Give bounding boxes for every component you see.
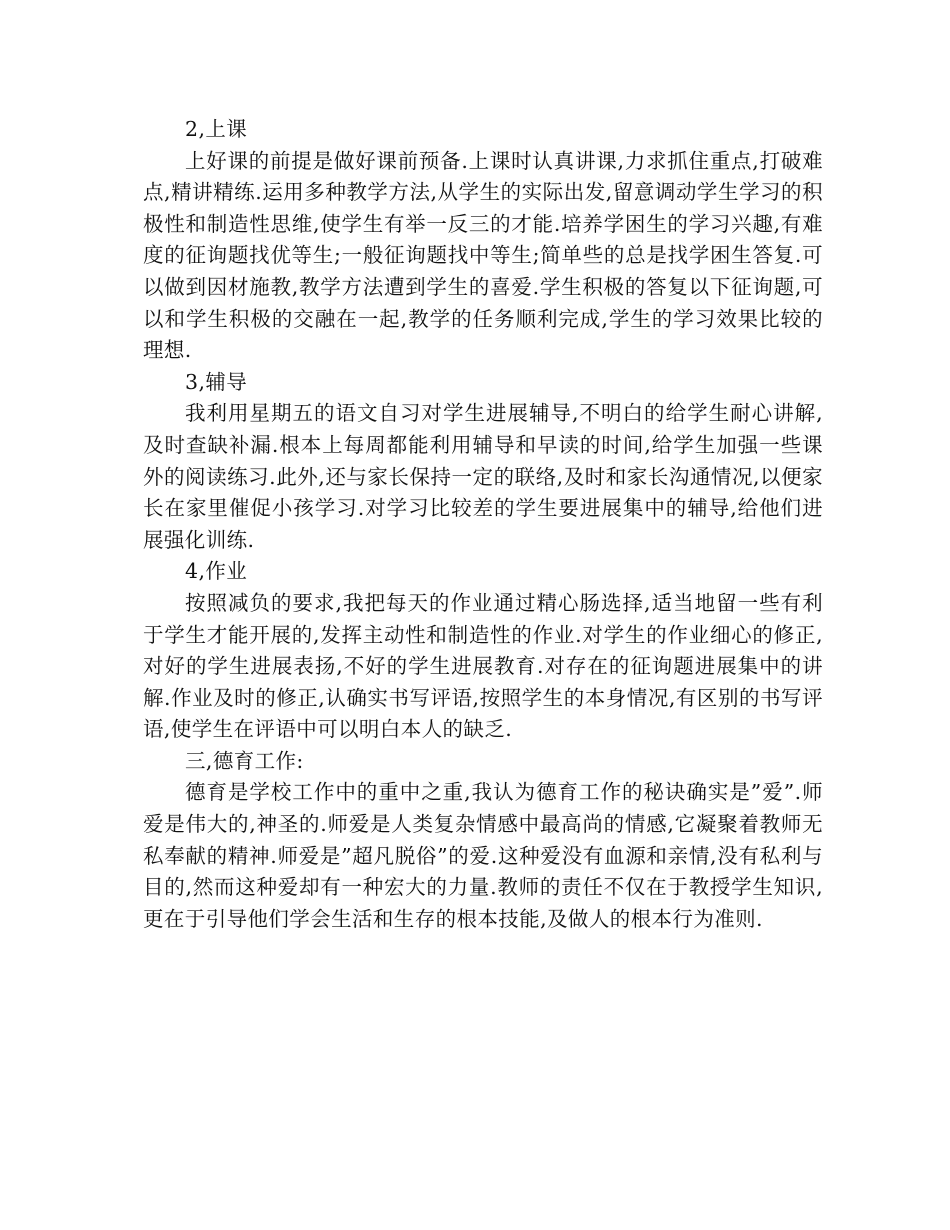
section-body-moral-education: 德育是学校工作中的重中之重,我认为德育工作的秘诀确实是”爱”.师爱是伟大的,神圣的.师爱是人类复杂情感中最高尚的情感,它凝聚着教师无私奉献的精神.师爱是”超凡脱俗”的爱.这种爱没有血源和亲情,没有私利与目的,然而这种爱却有一种宏大的力量.教师的责任不仅在于教授学生知识,更在于引导他们学会生活和生存的根本技能,及做人的根本行为准则.	[143, 780, 823, 931]
section-heading-moral-education: 三,德育工作:	[185, 748, 304, 773]
section-heading-teaching: 2,上课	[185, 117, 248, 141]
section-heading-tutoring: 3,辅导	[185, 369, 248, 394]
section-body-teaching: 上好课的前提是做好课前预备.上课时认真讲课,力求抓住重点,打破难点,精讲精练.运用多种教学方法,从学生的实际出发,留意调动学生学习的积极性和制造性思维,使学生有举一反三的才能.培养学困生的学习兴趣,有难度的征询题找优等生;一般征询题找中等生;简单些的总是找学困生答复.可以做到因材施教,教学方法遭到学生的喜爱.学生积极的答复以下征询题,可以和学生积极的交融在一起,教学的任务顺利完成,学生的学习效果比较的理想.	[143, 148, 823, 363]
section-heading-homework: 4,作业	[185, 559, 248, 584]
document-page	[143, 114, 823, 935]
section-body-tutoring: 我利用星期五的语文自习对学生进展辅导,不明白的给学生耐心讲解,及时查缺补漏.根本上每周都能利用辅导和早读的时间,给学生加强一些课外的阅读练习.此外,还与家长保持一定的联络,及时和家长沟通情况,以便家长在家里催促小孩学习.对学习比较差的学生要进展集中的辅导,给他们进展强化训练.	[143, 401, 823, 552]
section-body-homework: 按照减负的要求,我把每天的作业通过精心肠选择,适当地留一些有利于学生才能开展的,发挥主动性和制造性的作业.对学生的作业细心的修正,对好的学生进展表扬,不好的学生进展教育.对存在的征询题进展集中的讲解.作业及时的修正,认确实书写评语,按照学生的本身情况,有区别的书写评语,使学生在评语中可以明白本人的缺乏.	[143, 590, 823, 742]
